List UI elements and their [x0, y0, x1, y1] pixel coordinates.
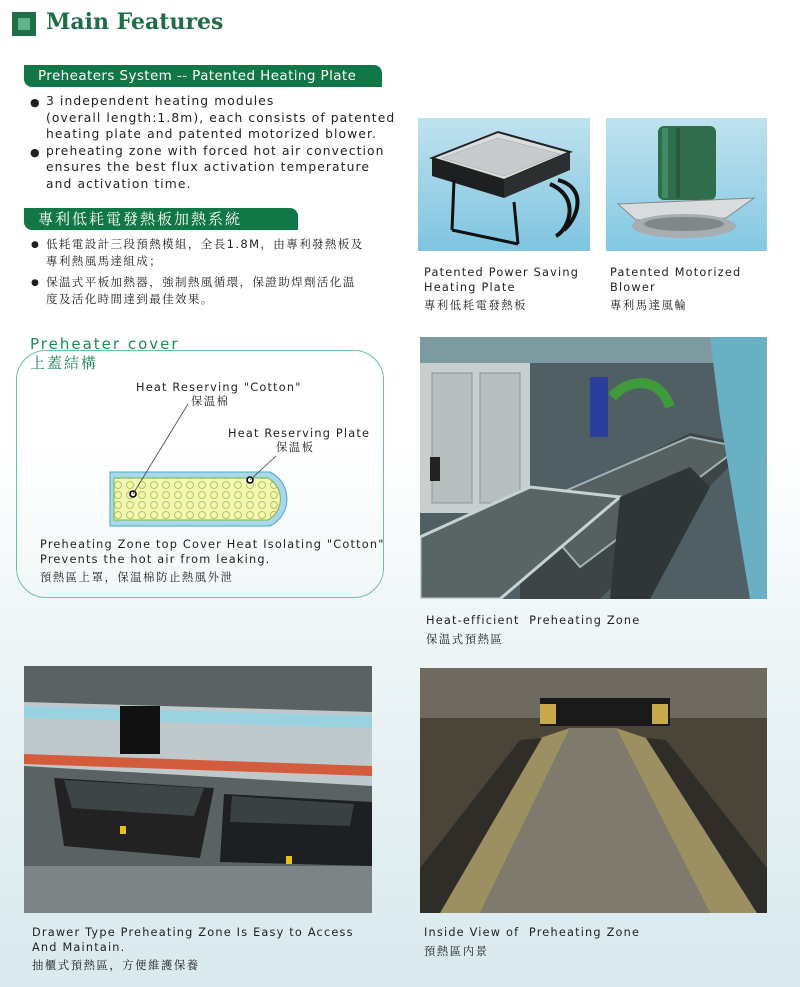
section-heading-cn: 專利低耗電發熱板加熱系統 — [24, 208, 298, 230]
page-title: Main Features — [46, 9, 224, 35]
green-square-icon — [12, 12, 36, 36]
cover-description: Preheating Zone top Cover Heat Isolating "Cotton" Prevents the hot air from leaking. 預熱區上罩，保温棉防止熱風外泄 — [40, 538, 385, 584]
caption-inside-view: Inside View of Preheating Zone 預熱區内景 — [424, 926, 641, 958]
heating-plate-photo — [418, 118, 590, 251]
preheating-zone-photo — [420, 337, 767, 599]
feature-list-cn — [28, 236, 398, 312]
section-heading-preheaters: Preheaters System -- Patented Heating Plate — [24, 65, 382, 87]
list-item: ● preheating zone with forced hot air convection ensures the best flux activation temperature and activation time. — [30, 143, 385, 191]
cover-title: Preheater cover 上蓋結構 — [30, 335, 180, 372]
caption-drawer: Drawer Type Preheating Zone Is Easy to Access And Maintain. 抽櫃式預熱區，方便維護保養 — [32, 926, 354, 972]
list-item: ● 保温式平板加熱器，強制熱風循環，保證助焊劑活化温 度及活化時間達到最佳效果。 — [31, 275, 356, 306]
caption-blower: Patented Motorized Blower 專利馬達風輪 — [610, 266, 742, 312]
black-circle-icon: ● — [31, 278, 41, 288]
black-circle-icon: ● — [30, 96, 41, 109]
list-item: ● 低耗電設計三段預熱模組，全長1.8M，由專利發熱板及 專利熱風馬達組成； — [31, 237, 364, 268]
caption-preheating-zone: Heat-efficient Preheating Zone 保温式預熱區 — [426, 614, 641, 646]
feature-list-en — [28, 93, 398, 192]
black-circle-icon: ● — [31, 240, 41, 250]
list-item: ● 3 independent heating modules (overall length:1.8m), each consists of patented heating plate and patented motorized blower. — [30, 94, 396, 141]
motorized-blower-photo — [606, 118, 767, 251]
caption-heating-plate: Patented Power Saving Heating Plate 專利低耗電發熱板 — [424, 266, 580, 312]
drawer-preheating-photo — [24, 666, 372, 913]
label-heat-reserving-plate: Heat Reserving Plate 保温板 — [228, 427, 371, 454]
inside-view-photo — [420, 668, 767, 913]
label-heat-reserving-cotton: Heat Reserving "Cotton" 保温棉 — [136, 381, 302, 408]
black-circle-icon: ● — [30, 145, 41, 159]
